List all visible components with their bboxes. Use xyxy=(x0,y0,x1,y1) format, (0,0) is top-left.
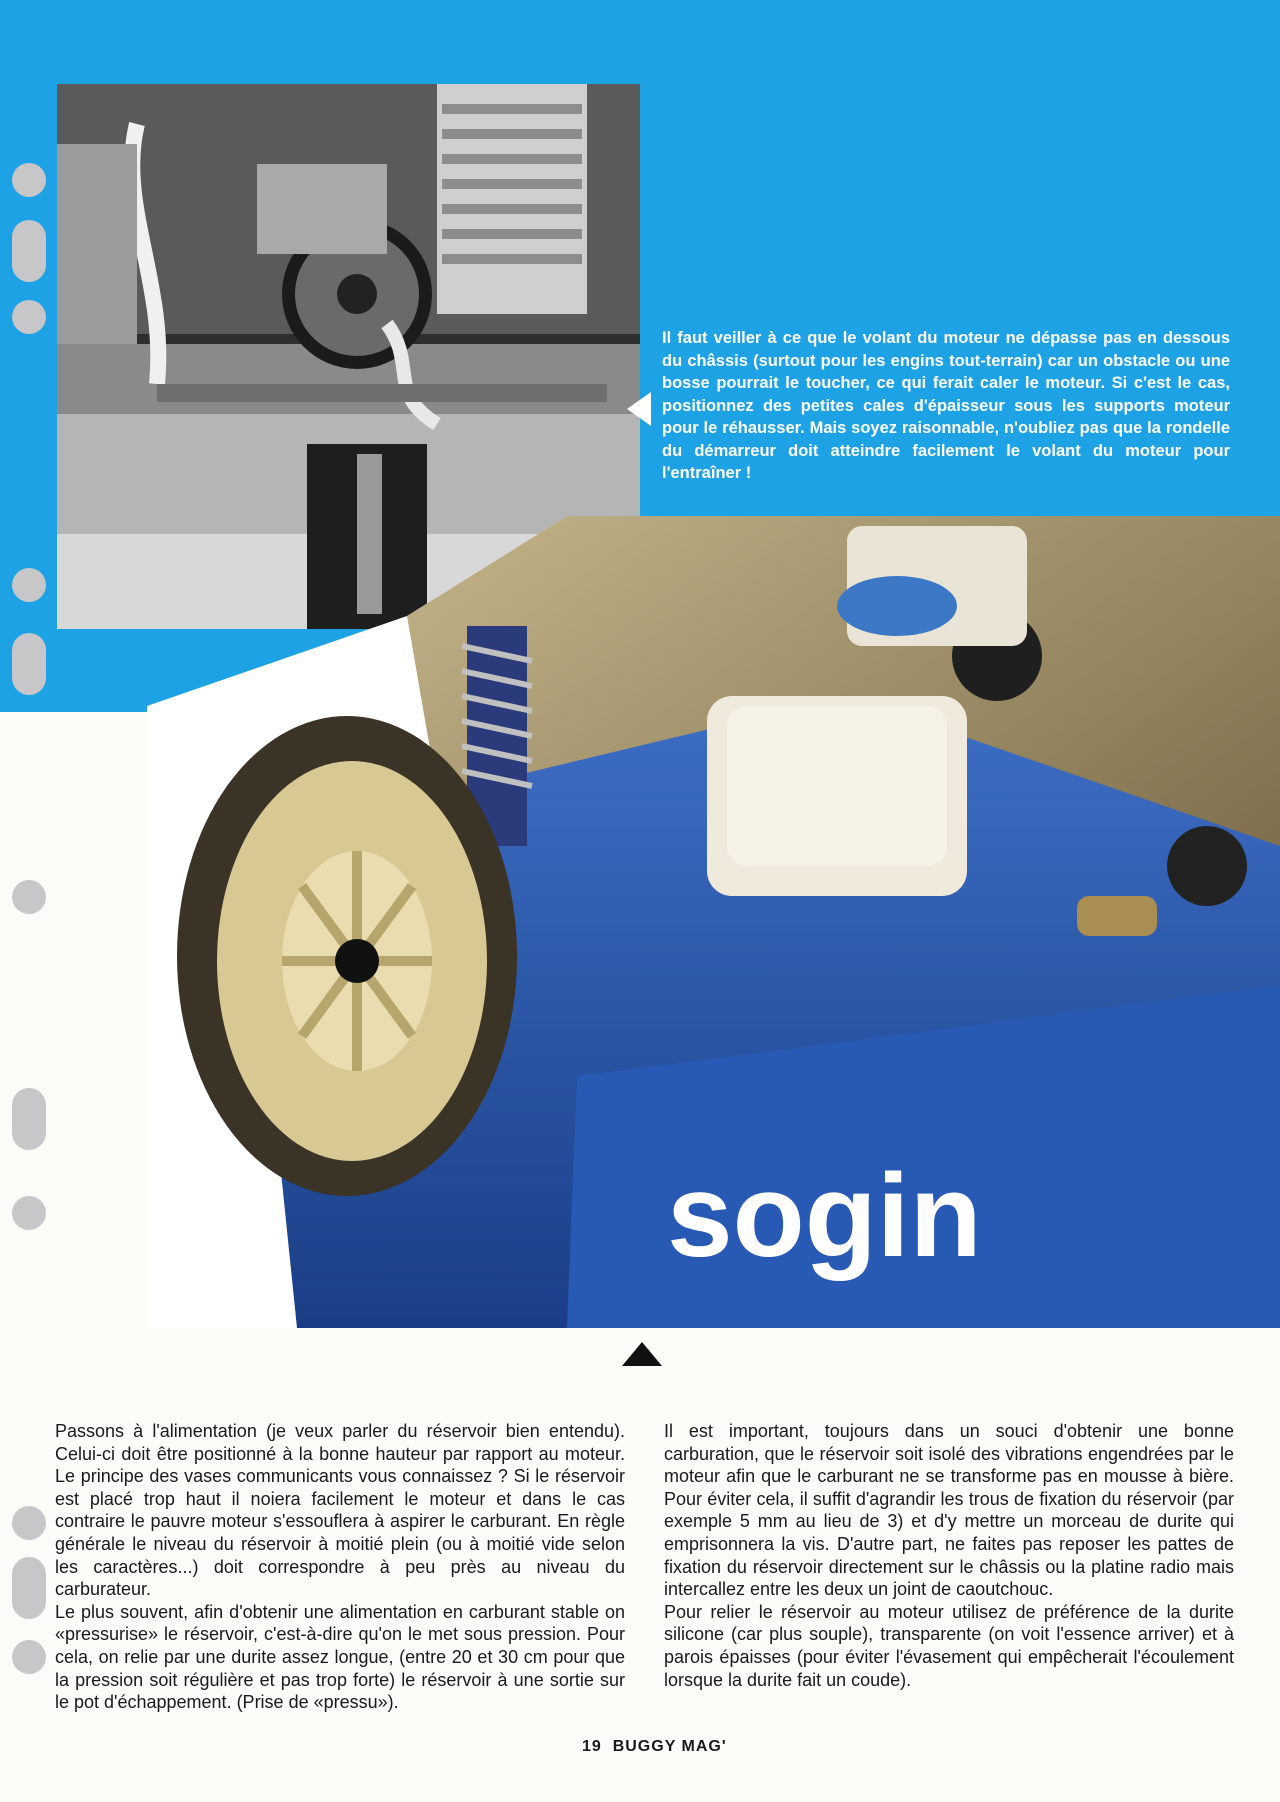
paragraph: Passons à l'alimentation (je veux parler du réservoir bien entendu). Celui-ci doit être positionné à la bonne hauteur par rapport au moteur. Le principe des vases communicants vous connaissez ? Si le réservoir est placé trop haut il noiera facilement le moteur et dans le cas contraire le pauvre moteur s'essouflera à aspirer le carburant. En règle générale le niveau du réservoir à moitié plein (ou à moitié vide selon les caractères...) doit correspondre à peu près au niveau du carburateur. xyxy=(55,1421,625,1600)
buggy-photo xyxy=(147,516,1280,1328)
paragraph: Il est important, toujours dans un souci d'obtenir une bonne carburation, que le réservoir soit isolé des vibrations engendrées par le moteur afin que le carburant ne se transforme pas en mousse à bière. Pour éviter cela, il suffit d'agrandir les trous de fixation du réservoir (par exemple 5 mm au lieu de 3) et d'y mettre un morceau de durite qui emprisonnera la vis. D'autre part, ne faites pas reposer les pattes de fixation du réservoir directement sur le châssis ou la platine radio mais intercallez entre les deux un joint de caoutchouc. xyxy=(664,1421,1234,1600)
binder-hole xyxy=(12,1640,46,1674)
photo-caption: Il faut veiller à ce que le volant du moteur ne dépasse pas en dessous du châssis (surtout pour les engins tout-terrain) car un obstacle ou une bosse pourrait le toucher, ce qui ferait caler le moteur. Si c'est le cas, positionnez des petites cales d'épaisseur sous les supports moteur pour le réhausser. Mais soyez raisonnable, n'oubliez pas que la rondelle du démarreur doit atteindre facilement le volant du moteur pour l'entraîner ! xyxy=(662,329,1230,482)
body-column-left xyxy=(55,1420,625,1714)
binder-hole xyxy=(12,1196,46,1230)
buggy-photo-illustration xyxy=(147,516,1280,1328)
binder-hole xyxy=(12,568,46,602)
binder-hole xyxy=(12,220,46,282)
paragraph: Pour relier le réservoir au moteur utilisez de préférence de la durite silicone (car plus souple), transparente (on voit l'essence arriver) et à parois épaisses (pour éviter l'évasement qui empêcherait l'écoulement lorsque la durite fait un coude). xyxy=(664,1601,1234,1690)
binder-hole xyxy=(12,1557,46,1619)
binder-hole xyxy=(12,300,46,334)
binder-hole xyxy=(12,633,46,695)
magazine-name: BUGGY MAG' xyxy=(612,1738,727,1755)
paragraph: Le plus souvent, afin d'obtenir une alimentation en carburant stable on «pressurise» le réservoir, c'est-à-dire qu'on le met sous pression. Pour cela, on relie par une durite assez longue, (entre 20 et 30 cm pour que la pression soit régulière et pas trop forte) le réservoir à une sortie sur le pot d'échappement. (Prise de «pressu»). xyxy=(55,1601,625,1713)
car-decal: sogin xyxy=(667,1150,982,1282)
photo-pointer-arrow xyxy=(622,1342,662,1366)
page-folio xyxy=(582,1738,727,1756)
binder-hole xyxy=(12,880,46,914)
caption-arrow xyxy=(627,392,651,426)
binder-hole xyxy=(12,163,46,197)
binder-hole xyxy=(12,1088,46,1150)
body-column-right xyxy=(664,1420,1234,1691)
binder-hole xyxy=(12,1506,46,1540)
page-number: 19 xyxy=(582,1738,602,1755)
